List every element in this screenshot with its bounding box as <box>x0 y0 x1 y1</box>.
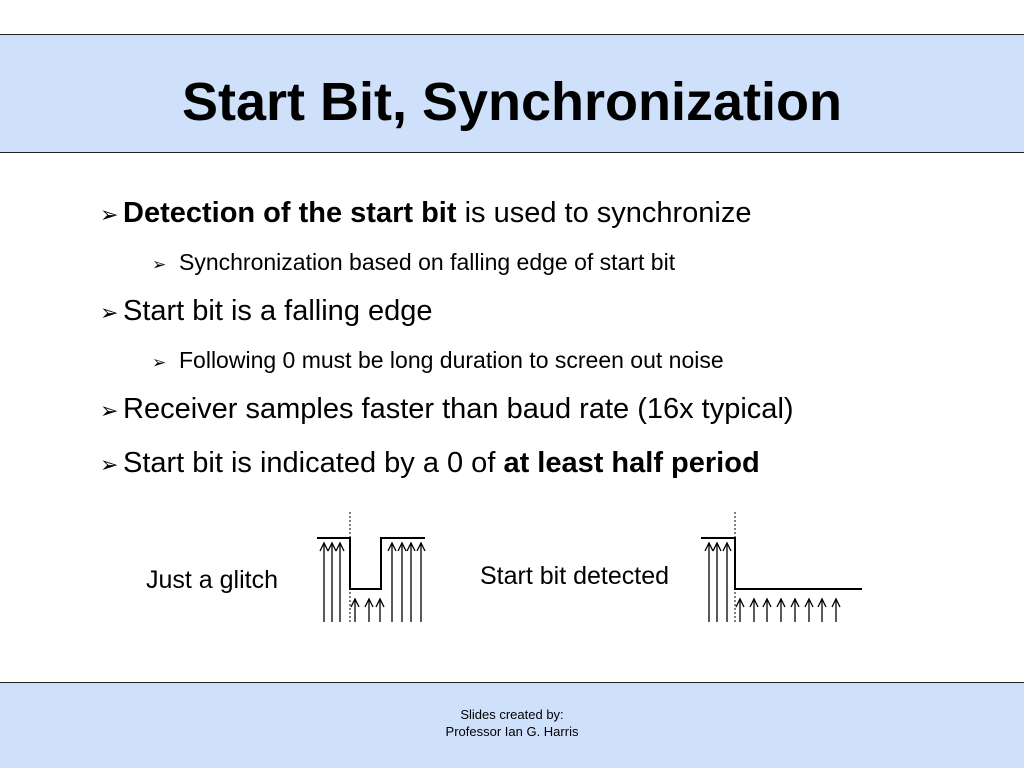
bullet-text: is used to synchronize <box>456 197 752 229</box>
start-bit-detected-label: Start bit detected <box>480 562 670 590</box>
bullet-bold-text: at least half period <box>503 447 760 479</box>
bullet-arrow-icon: ➢ <box>100 453 119 478</box>
bullet-bold-text: Detection of the start bit <box>123 197 457 229</box>
bullet-arrow-icon: ➢ <box>100 203 119 228</box>
glitch-label: Just a glitch <box>146 566 279 594</box>
bullet-arrow-icon: ➢ <box>152 255 167 275</box>
footer-credit-line1: Slides created by: <box>460 707 564 722</box>
bullet-arrow-icon: ➢ <box>152 353 167 373</box>
bullet-text: Receiver samples faster than baud rate (16x typical) <box>123 393 794 425</box>
slide-title: Start Bit, Synchronization <box>181 72 843 132</box>
bullet-text: Synchronization based on falling edge of start bit <box>179 249 676 275</box>
bullet-arrow-icon: ➢ <box>100 301 119 326</box>
bullet-arrow-icon: ➢ <box>100 399 119 424</box>
footer-credit-line2: Professor Ian G. Harris <box>445 724 579 739</box>
bullet-text: Start bit is a falling edge <box>123 295 433 327</box>
detected-sample-arrows <box>705 543 840 622</box>
footer-band <box>0 682 1024 768</box>
glitch-sample-arrows <box>320 543 425 622</box>
bullet-text: Following 0 must be long duration to screen out noise <box>179 347 724 373</box>
bullet-text: Start bit is indicated by a 0 of <box>123 447 504 479</box>
